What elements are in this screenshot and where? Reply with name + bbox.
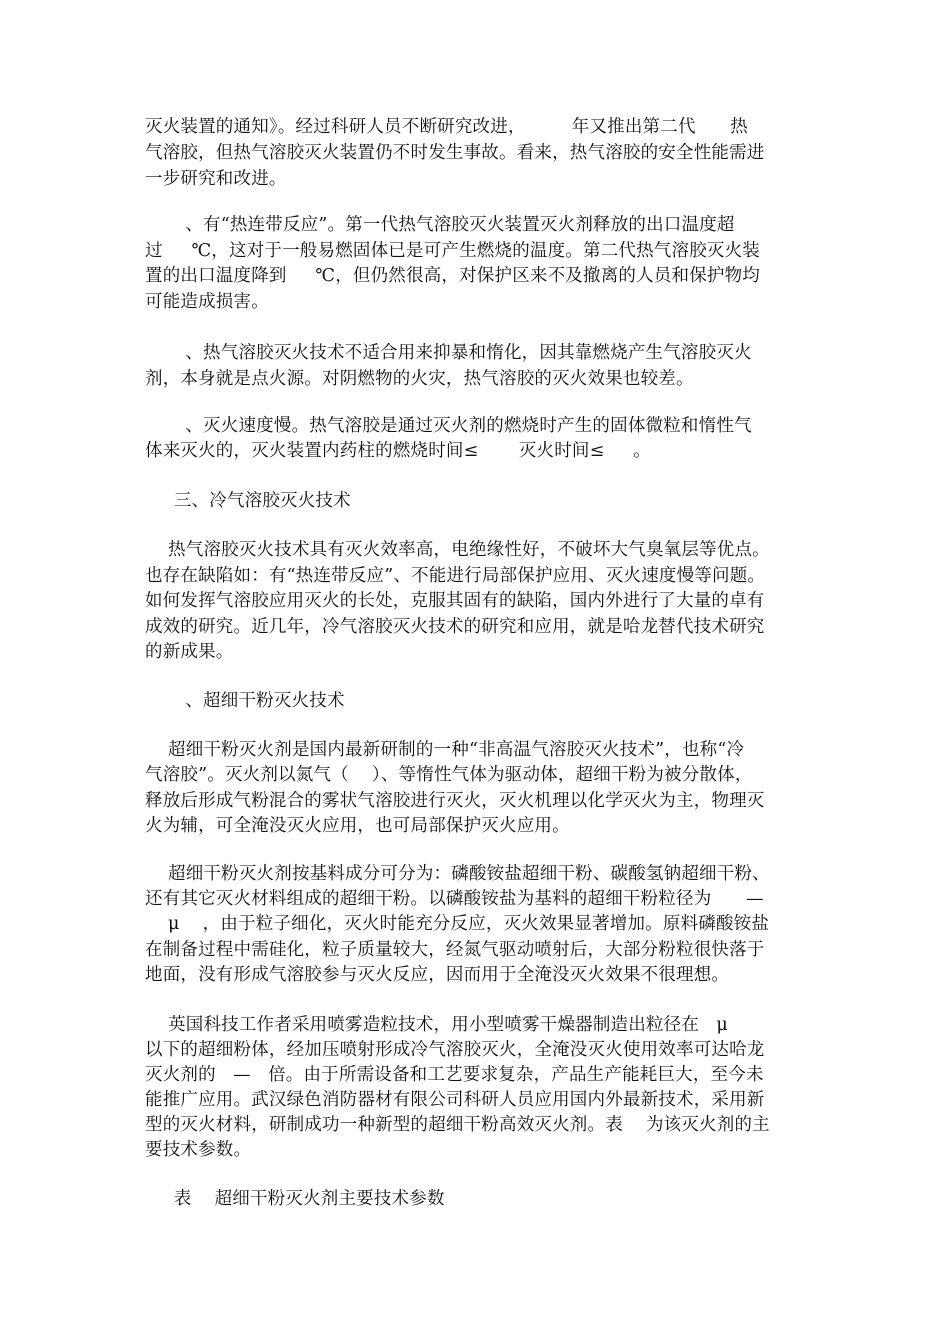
- table-caption: 表 超细干粉灭火剂主要技术参数: [145, 1189, 445, 1209]
- paragraph-5-line-5: 的新成果。: [145, 642, 234, 662]
- paragraph-8-line-1: 英国科技工作者采用喷雾造粒技术，用小型喷雾干燥器制造出粒径在 μ: [145, 1015, 728, 1035]
- paragraph-2-line-2: 过 ℃，这对于一般易燃固体已是可产生燃烧的温度。第二代热气溶胶灭火装: [145, 241, 760, 261]
- paragraph-1-line-3: 一步研究和改进。: [145, 169, 287, 189]
- paragraph-7-line-4: 在制备过程中需硅化，粒子质量较大，经氮气驱动喷射后，大部分粉粒很快落于: [145, 940, 765, 960]
- paragraph-8-line-5: 型的灭火材料，研制成功一种新型的超细干粉高效灭火剂。表 为该灭火剂的主: [145, 1115, 770, 1135]
- paragraph-5-line-2: 也存在缺陷如：有“热连带反应”、不能进行局部保护应用、灭火速度慢等问题。: [145, 566, 766, 586]
- paragraph-7-line-3: μ ，由于粒子细化，灭火时能充分反应，灭火效果显著增加。原料磷酸铵盐: [145, 914, 770, 934]
- paragraph-7-line-1: 超细干粉灭火剂按基料成分可分为：磷酸铵盐超细干粉、碳酸氢钠超细干粉、: [145, 864, 770, 884]
- paragraph-1-line-2: 气溶胶，但热气溶胶灭火装置仍不时发生事故。看来，热气溶胶的安全性能需进: [145, 143, 765, 163]
- paragraph-5-line-4: 成效的研究。近几年，冷气溶胶灭火技术的研究和应用，就是哈龙替代技术研究: [145, 617, 765, 637]
- paragraph-6-line-2: 气溶胶”。灭火剂以氮气（ ）、等惰性气体为驱动体，超细干粉为被分散体，: [145, 765, 753, 785]
- paragraph-3-line-1: 、热气溶胶灭火技术不适合用来抑暴和惰化，因其靠燃烧产生气溶胶灭火: [145, 343, 752, 363]
- paragraph-7-line-2: 还有其它灭火材料组成的超细干粉。以磷酸铵盐为基料的超细干粉粒径为 —: [145, 889, 764, 909]
- paragraph-7-line-5: 地面，没有形成气溶胶参与灭火反应，因而用于全淹没灭火效果不很理想。: [145, 965, 730, 985]
- section-heading-cold-aerosol: 三、冷气溶胶灭火技术: [145, 491, 351, 511]
- paragraph-6-line-1: 超细干粉灭火剂是国内最新研制的一种“非高温气溶胶灭火技术”，也称“冷: [145, 740, 745, 760]
- paragraph-8-line-2: 以下的超细粉体，经加压喷射形成冷气溶胶灭火，全淹没灭火使用效率可达哈龙: [145, 1040, 765, 1060]
- paragraph-8-line-3: 灭火剂的 — 倍。由于所需设备和工艺要求复杂，产品生产能耗巨大，至今未: [145, 1065, 764, 1085]
- paragraph-2-line-1: 、有“热连带反应”。第一代热气溶胶灭火装置灭火剂释放的出口温度超: [145, 215, 735, 235]
- paragraph-5-line-3: 如何发挥气溶胶应用灭火的长处，克服其固有的缺陷，国内外进行了大量的卓有: [145, 591, 765, 611]
- paragraph-2-line-4: 可能造成损害。: [145, 292, 269, 312]
- subsection-heading-ultrafine-powder: 、超细干粉灭火技术: [145, 691, 345, 711]
- paragraph-6-line-4: 火为辅，可全淹没灭火应用，也可局部保护灭火应用。: [145, 816, 570, 836]
- paragraph-4-line-2: 体来灭火的，灭火装置内药柱的燃烧时间≤ 灭火时间≤ 。: [145, 441, 651, 461]
- paragraph-2-line-3: 置的出口温度降到 ℃，但仍然很高，对保护区来不及撤离的人员和保护物均: [145, 266, 760, 286]
- paragraph-8-line-6: 要技术参数。: [145, 1140, 252, 1160]
- paragraph-4-line-1: 、灭火速度慢。热气溶胶是通过灭火剂的燃烧时产生的固体微粒和惰性气: [145, 416, 752, 436]
- paragraph-5-line-1: 热气溶胶灭火技术具有灭火效率高，电绝缘性好，不破坏大气臭氧层等优点。: [145, 540, 770, 560]
- paragraph-8-line-4: 能推广应用。武汉绿色消防器材有限公司科研人员应用国内外最新技术，采用新: [145, 1090, 765, 1110]
- paragraph-6-line-3: 释放后形成气粉混合的雾状气溶胶进行灭火，灭火机理以化学灭火为主，物理灭: [145, 791, 765, 811]
- paragraph-1-line-1: 灭火装置的通知》。经过科研人员不断研究改进， 年又推出第二代 热: [145, 117, 748, 137]
- paragraph-3-line-2: 剂，本身就是点火源。对阴燃物的火灾，热气溶胶的灭火效果也较差。: [145, 369, 694, 389]
